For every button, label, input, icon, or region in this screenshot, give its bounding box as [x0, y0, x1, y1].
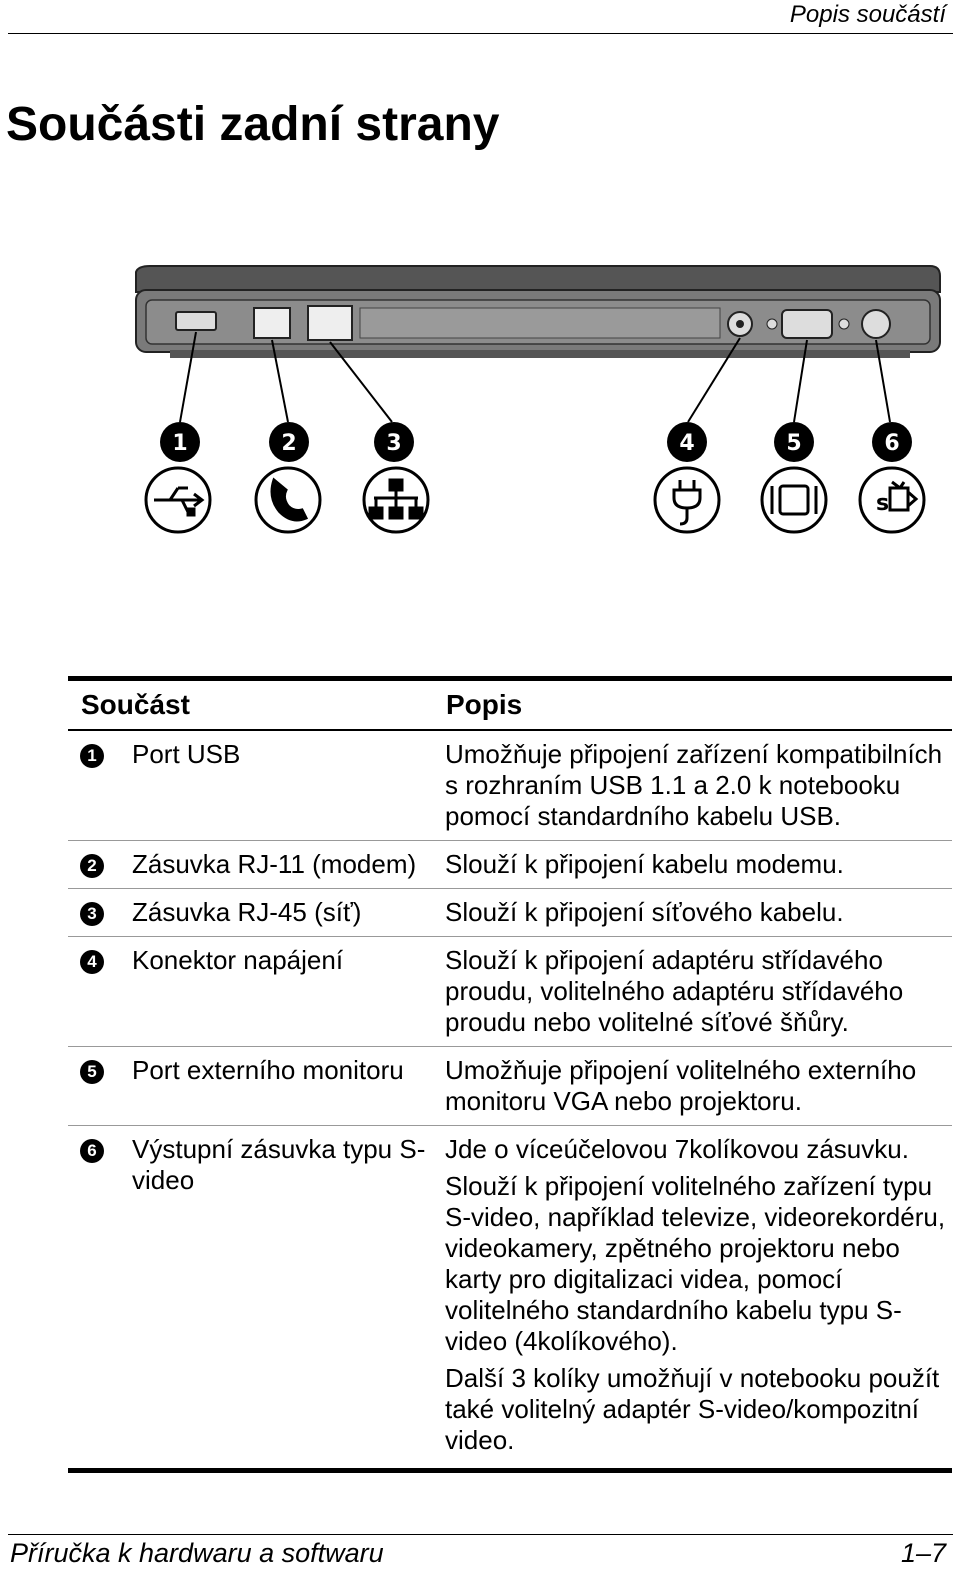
svg-text:1: 1: [172, 431, 188, 456]
svg-text:2: 2: [281, 431, 297, 456]
page-title: Součásti zadní strany: [6, 98, 500, 151]
callout-3: [374, 422, 414, 462]
callout-2: [269, 422, 309, 462]
table-row: [68, 1047, 952, 1126]
component-description: Umožňuje připojení zařízení kompatibilních s rozhraním USB 1.1 a 2.0 k notebooku pomocí standardního kabelu USB.: [445, 739, 943, 831]
callout-1: [160, 422, 200, 462]
svg-text:5: 5: [786, 431, 802, 456]
component-description: Slouží k připojení síťového kabelu.: [445, 897, 844, 927]
usb-icon: [146, 468, 210, 532]
component-description: Umožňuje připojení volitelného externího monitoru VGA nebo projektoru.: [445, 1055, 917, 1116]
network-icon: [364, 468, 428, 532]
column-header-component: Součást: [81, 689, 190, 720]
table-row: [68, 1126, 952, 1464]
row-number: 3: [80, 902, 104, 926]
component-name: Konektor napájení: [132, 945, 344, 975]
power-plug-icon: [655, 468, 719, 532]
callout-6: [872, 422, 912, 462]
component-description: Slouží k připojení kabelu modemu.: [445, 849, 844, 879]
component-description: Slouží k připojení adaptéru střídavého proudu, volitelného adaptéru střídavého proudu nebo volitelné síťové šňůry.: [445, 945, 904, 1037]
s-video-icon: [860, 468, 924, 532]
running-header: Popis součástí: [789, 1, 946, 28]
table-bottom-rule: [68, 1468, 952, 1473]
modem-phone-icon: [256, 468, 320, 532]
callout-4: [667, 422, 707, 462]
svg-text:6: 6: [884, 431, 900, 456]
table-row: [68, 889, 952, 937]
svg-text:3: 3: [386, 431, 402, 456]
footer-title: Příručka k hardwaru a softwaru: [10, 1538, 384, 1568]
row-number: 2: [80, 854, 104, 878]
svg-text:4: 4: [679, 431, 695, 456]
component-table: [68, 676, 952, 1473]
monitor-port-icon: [762, 468, 826, 532]
callout-5: [774, 422, 814, 462]
svg-text:s: s: [876, 491, 890, 516]
footer-rule: [8, 1534, 953, 1535]
component-name: Zásuvka RJ-45 (síť): [132, 897, 362, 927]
table-row: [68, 937, 952, 1047]
table-row: [68, 841, 952, 889]
table-row: [68, 731, 952, 841]
component-name: Port externího monitoru: [132, 1055, 404, 1085]
header-rule: [8, 33, 953, 34]
page-number: 1–7: [900, 1538, 946, 1568]
component-name: Port USB: [132, 739, 241, 769]
row-number: 5: [80, 1060, 104, 1084]
component-description: Jde o víceúčelovou 7kolíkovou zásuvku. Slouží k připojení volitelného zařízení typu S-video, například televize, videorekordéru, videokamery, zpětného projektoru nebo karty pro digitalizaci videa, pomocí volitelného standardního kabelu typu S-video (4kolíkového). Další 3 kolíky umožňují v notebooku použít také volitelný adaptér S-video/kompozitní video.: [445, 1134, 946, 1455]
row-number: 4: [80, 950, 104, 974]
laptop-rear-illustration: [130, 262, 945, 552]
column-header-description: Popis: [446, 689, 523, 720]
component-name: Výstupní zásuvka typu S-video: [132, 1134, 426, 1195]
row-number: 6: [80, 1139, 104, 1163]
component-name: Zásuvka RJ-11 (modem): [132, 849, 417, 879]
laptop-rear-figure: [130, 262, 945, 552]
table-header: [68, 681, 952, 731]
row-number: 1: [80, 744, 104, 768]
